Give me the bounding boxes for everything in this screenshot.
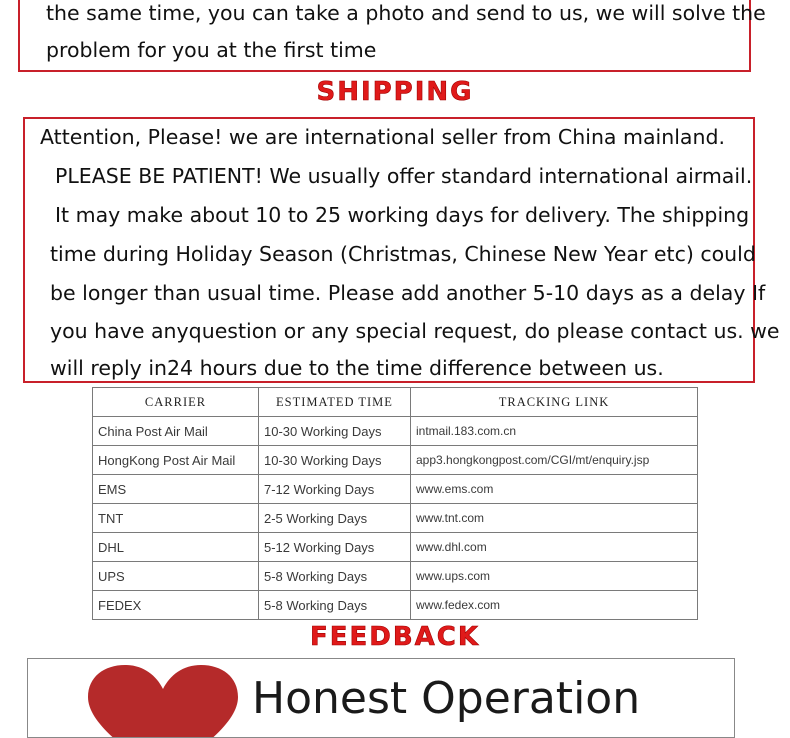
tracking-link-cell[interactable]: intmail.183.com.cn: [411, 417, 698, 446]
honest-operation-banner: [27, 658, 735, 738]
table-row: [93, 533, 698, 562]
feedback-heading: FEEDBACK: [309, 622, 481, 652]
honest-operation-title: Honest Operation: [252, 673, 641, 724]
heart-icon: [88, 665, 238, 738]
carrier-cell: EMS: [93, 475, 259, 504]
table-row: [93, 504, 698, 533]
carrier-cell: HongKong Post Air Mail: [93, 446, 259, 475]
tracking-link-cell[interactable]: app3.hongkongpost.com/CGI/mt/enquiry.jsp: [411, 446, 698, 475]
table-row: [93, 417, 698, 446]
shipping-line-1: Attention, Please! we are international seller from China mainland.: [40, 125, 726, 149]
tracking-link-cell[interactable]: www.ems.com: [411, 475, 698, 504]
estimated-time-cell: 10-30 Working Days: [259, 446, 411, 475]
estimated-time-cell: 10-30 Working Days: [259, 417, 411, 446]
tracking-link-cell[interactable]: www.dhl.com: [411, 533, 698, 562]
shipping-heading: SHIPPING: [316, 77, 474, 107]
tracking-link-cell[interactable]: www.ups.com: [411, 562, 698, 591]
shipping-line-6: you have anyquestion or any special request, do please contact us. we: [50, 319, 780, 343]
carrier-cell: UPS: [93, 562, 259, 591]
shipping-line-3: It may make about 10 to 25 working days for delivery. The shipping: [55, 203, 750, 227]
carrier-cell: DHL: [93, 533, 259, 562]
shipping-line-5: be longer than usual time. Please add another 5-10 days as a delay If: [50, 281, 766, 305]
table-row: [93, 446, 698, 475]
column-header-tracking-link: TRACKING LINK: [411, 388, 698, 417]
estimated-time-cell: 5-8 Working Days: [259, 591, 411, 620]
estimated-time-cell: 2-5 Working Days: [259, 504, 411, 533]
contact-note-line-1: the same time, you can take a photo and send to us, we will solve the: [46, 1, 766, 25]
table-row: [93, 591, 698, 620]
column-header-estimated-time: ESTIMATED TIME: [259, 388, 411, 417]
carrier-cell: China Post Air Mail: [93, 417, 259, 446]
estimated-time-cell: 7-12 Working Days: [259, 475, 411, 504]
tracking-link-cell[interactable]: www.fedex.com: [411, 591, 698, 620]
estimated-time-cell: 5-8 Working Days: [259, 562, 411, 591]
carrier-cell: TNT: [93, 504, 259, 533]
table-row: [93, 562, 698, 591]
table-row: [93, 475, 698, 504]
estimated-time-cell: 5-12 Working Days: [259, 533, 411, 562]
column-header-carrier: CARRIER: [93, 388, 259, 417]
shipping-carrier-table: [92, 387, 698, 620]
table-header-row: [93, 388, 698, 417]
contact-note-line-2: problem for you at the first time: [46, 38, 377, 62]
shipping-line-4: time during Holiday Season (Christmas, Chinese New Year etc) could: [50, 242, 756, 266]
carrier-cell: FEDEX: [93, 591, 259, 620]
shipping-line-7: will reply in24 hours due to the time difference between us.: [50, 356, 664, 380]
tracking-link-cell[interactable]: www.tnt.com: [411, 504, 698, 533]
shipping-line-2: PLEASE BE PATIENT! We usually offer standard international airmail.: [55, 164, 753, 188]
